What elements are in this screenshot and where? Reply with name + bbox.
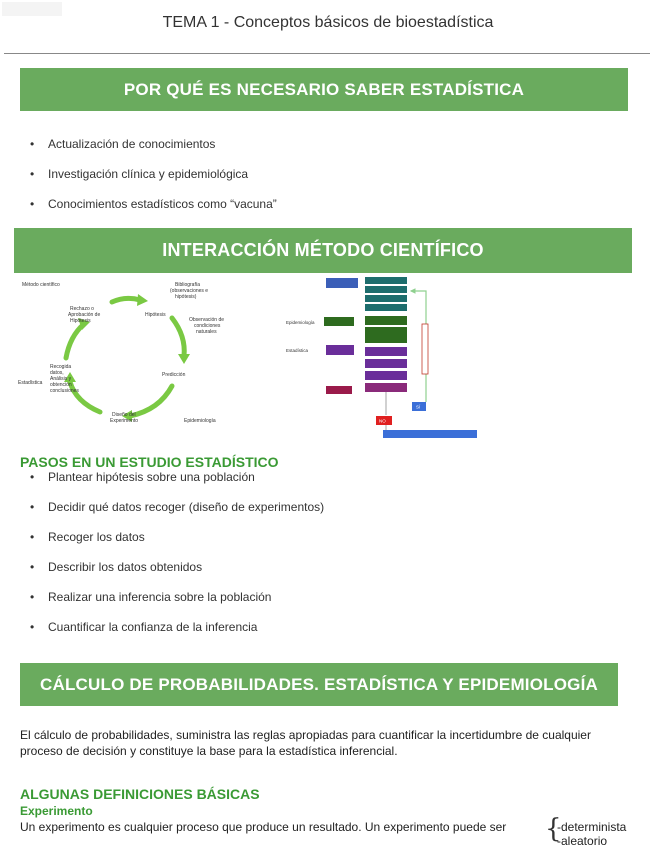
section-heading-calculo: CÁLCULO DE PROBABILIDADES. ESTADÍSTICA Y EPIDEMIOLOGÍA <box>20 663 618 706</box>
flow-box <box>365 327 407 343</box>
cycle-rechazo: Rechazo o <box>70 306 94 312</box>
list-item: • Cuantificar la confianza de la inferencia <box>30 620 324 650</box>
flow-box <box>365 383 407 392</box>
cycle-diseno-2: Experimento <box>110 418 139 424</box>
list-item: • Decidir qué datos recoger (diseño de experimentos) <box>30 500 324 530</box>
svg-text:Diseño delExperimento <box>110 412 138 424</box>
brace-icon: { <box>545 814 562 844</box>
flow-box <box>383 430 477 438</box>
experimento-definition: Un experimento es cualquier proceso que produce un resultado. Un experimento puede ser <box>20 820 507 834</box>
flow-box <box>365 359 407 368</box>
list-item: • Plantear hipótesis sobre una población <box>30 470 324 500</box>
cycle-observacion: Observación de <box>189 317 225 323</box>
method-flowchart <box>286 274 486 442</box>
section-heading-method: INTERACCIÓN MÉTODO CIENTÍFICO <box>14 228 632 273</box>
list-item: • Recoger los datos <box>30 530 324 560</box>
cycle-epidemiologia: Epidemiología <box>184 418 216 424</box>
flow-box <box>324 317 354 326</box>
title-divider <box>4 53 650 54</box>
cycle-recogida-3: Análisis y <box>50 376 72 382</box>
option-aleatorio: -aleatorio <box>557 834 608 848</box>
flow-yes-label: SÍ <box>416 404 421 410</box>
svg-text:Recogidadatos,Análisis yobtenc <box>50 364 79 394</box>
cycle-observacion-3: naturales <box>196 329 217 335</box>
list-item: • Conocimientos estadísticos como “vacuna” <box>30 197 277 227</box>
cycle-rechazo-2: Aprobación de <box>68 312 101 318</box>
flow-estadistica: Estadística <box>286 348 309 353</box>
experimento-subheading: Experimento <box>20 804 93 818</box>
flow-box <box>365 304 407 311</box>
cycle-recogida-2: datos, <box>50 370 64 376</box>
flow-box <box>326 386 352 394</box>
flow-box <box>365 347 407 356</box>
flow-epidemiologia: Epidemiología <box>286 320 315 325</box>
cycle-recogida: Recogida <box>50 364 72 370</box>
cycle-recogida-4: obtención <box>50 382 72 388</box>
cycle-diseno: Diseño del <box>112 412 136 418</box>
section-heading-pasos: PASOS EN UN ESTUDIO ESTADÍSTICO <box>20 454 279 470</box>
flow-box <box>365 295 407 302</box>
list-item: • Investigación clínica y epidemiológica <box>30 167 277 197</box>
flow-box <box>326 278 358 288</box>
svg-text:Rechazo oAprobación deHipótesi <box>68 306 100 324</box>
cycle-estadistica: Estadística <box>18 380 43 386</box>
section-heading-why: POR QUÉ ES NECESARIO SABER ESTADÍSTICA <box>20 68 628 111</box>
option-determinista: -determinista <box>557 820 627 834</box>
why-list <box>30 137 277 227</box>
calculo-paragraph: El cálculo de probabilidades, suministra las reglas apropiadas para cuantificar la incertidumbre de cualquier proceso de decisión y constituye la base para la estadística inferencial. <box>20 728 591 758</box>
list-item: • Realizar una inferencia sobre la población <box>30 590 324 620</box>
cycle-hipotesis: Hipótesis <box>145 312 166 318</box>
pasos-list <box>30 470 324 650</box>
list-item: • Actualización de conocimientos <box>30 137 277 167</box>
cycle-bibliografia: Bibliografía <box>175 282 201 288</box>
svg-text:Bibliografía(observaciones ehi <box>170 282 208 300</box>
section-heading-definiciones: ALGUNAS DEFINICIONES BÁSICAS <box>20 786 260 802</box>
cycle-title: Método científico <box>22 282 60 288</box>
page-title: TEMA 1 - Conceptos básicos de bioestadística <box>162 14 494 31</box>
cycle-prediccion: Predicción <box>162 372 186 378</box>
flow-box <box>326 345 354 355</box>
flow-no-label: NO <box>379 418 386 424</box>
cycle-bibliografia-2: (observaciones e <box>170 288 209 294</box>
cycle-rechazo-3: Hipótesis <box>70 318 91 324</box>
cycle-recogida-5: conclusiones <box>50 388 79 394</box>
flow-box <box>365 286 407 293</box>
cycle-bibliografia-3: hipótesis) <box>175 294 197 300</box>
list-item: • Describir los datos obtenidos <box>30 560 324 590</box>
cycle-observacion-2: condiciones <box>194 323 221 329</box>
flow-box <box>365 371 407 380</box>
svg-text:Observación decondicionesnatur <box>189 317 224 335</box>
flow-box <box>365 277 407 284</box>
flow-box <box>365 316 407 325</box>
